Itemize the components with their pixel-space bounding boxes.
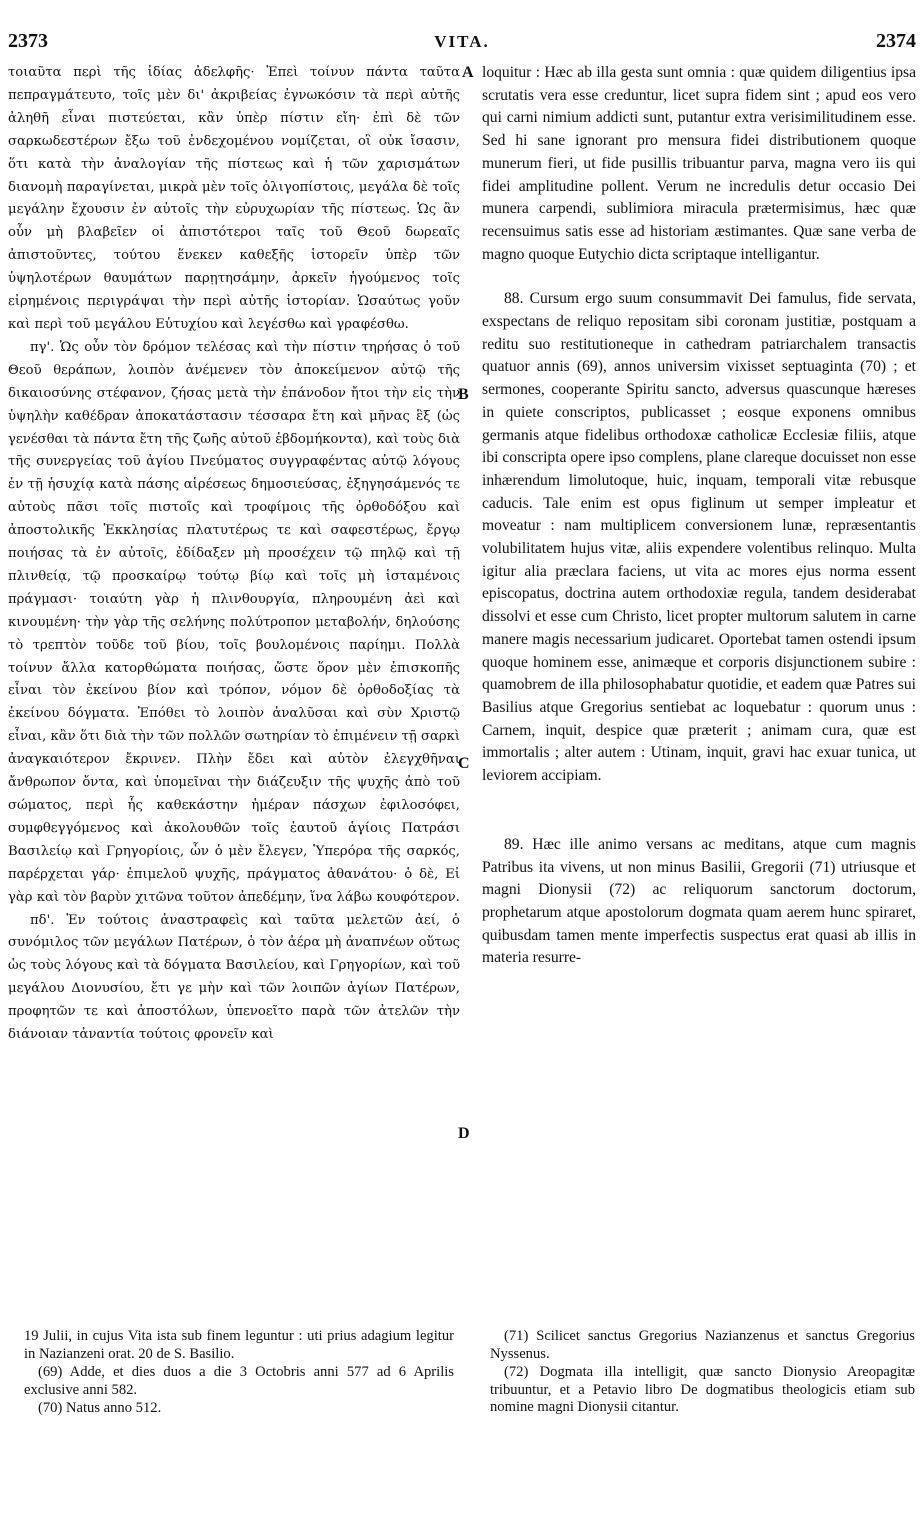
greek-column	[8, 62, 460, 1332]
running-title: VITA.	[434, 32, 490, 51]
margin-letter-c: C	[458, 755, 470, 772]
latin-paragraph-3: 89. Hæc ille animo versans ac meditans, atque cum magnis Patribus ita vivens, ut non minus Basilii, Gregorii (71) utriusque et magni Dionysii (72) ac reliquorum sanctorum doctorum, prophetarum atque apostolorum dogmata quam aerem hunc spiraret, quibusdam tamen mente imperfectis suspectus erat quasi ab illis in materia resurre-	[482, 835, 916, 967]
greek-paragraph-2: πγ'. Ὡς οὖν τὸν δρόμον τελέσας καὶ τὴν πίστιν τηρήσας ὁ τοῦ Θεοῦ θεράπων, λοιπὸν ἀνέμενεν τὸν ἀποκείμενον αὐτῷ τῆς δικαιοσύνης στέφανον, ζήσας μετὰ τὴν ἐπάνοδον ἤτοι τὴν εἰς τὴν ὑψηλὴν καθέδραν ἀποκατάστασιν τέσσαρα ἔτη καὶ μῆνας ἓξ (ὡς γενέσθαι τὰ πάντα ἔτη τῆς ζωῆς αὐτοῦ ἑβδομήκοντα), καὶ τοὺς διὰ τῆς συνεργείας τοῦ ἁγίου Πνεύματος συγγραφέντας αὐτῷ λόγους ἐν τῇ ἡσυχίᾳ κατὰ πάσης αἱρέσεως δημοσιεύσας, ἐξηγησάμενός τε αὐτοὺς πᾶσι τοῖς πιστοῖς καὶ τροφίμοις τῆς ὀρθοδόξου καὶ ἀποστολικῆς Ἐκκλησίας πλατυτέρως τε καὶ σαφεστέρως, ἔργῳ ποιήσας τὰ ἐν αὐτοῖς, ἐδίδαξεν μὴ προσέχειν τῷ πηλῷ καὶ τῇ πλινθείᾳ, τῷ προσκαίρῳ τούτῳ βίῳ καὶ τοῖς μὴ ἱσταμένοις πράγμασι· τοιαύτη γὰρ ἡ πλινθουργία, πληρουμένη ἀεὶ καὶ κινουμένη· τὴν γὰρ τῆς σελήνης πολύτροπον μεταβολήν, δηλούσης τὸ τρεπτὸν τοῦδε τοῦ βίου, τοῖς βουλομένοις παρίημι. Πολλὰ τοίνυν ἄλλα κατορθώματα ποιήσας, ὥστε ὅρον μὲν ἐπισκοπῆς εἶναι τὸν ἐκείνου βίον καὶ τρόπον, νόμον δὲ ὀρθοδοξίας τὰ ἐκείνου δόγματα. Ἐπόθει τὸ λοιπὸν ἀναλῦσαι καὶ σὺν Χριστῷ εἶναι, κἂν ὅτι διὰ τὴν τῶν πολλῶν σωτηρίαν τὸ ἐπιμένειν τῇ σαρκὶ ἀναγκαιότερον ἔκρινεν. Πλὴν ἔδει καὶ αὐτὸν ἐλεγχθῆναι ἄνθρωπον ὄντα, καὶ ὑπομεῖναι τὴν διάζευξιν τῆς ψυχῆς ἀπὸ τοῦ σώματος, περὶ ἧς καθεκάστην ἡμέραν πάσχων ἐφιλοσόφει, συμφθεγγόμενος καὶ ἀκολουθῶν τοῖς ἑαυτοῦ ἁγίοις Πατράσι Βασιλείῳ καὶ Γρηγορίοις, ὧν ὁ μὲν ἔλεγεν, Ὑπερόρα τῆς σαρκός, παρέρχεται γάρ· ἐπιμελοῦ ψυχῆς, πράγματος ἀθανάτου· ὁ δὲ, Εἰ γὰρ καὶ τὸν βαρὺν χιτῶνα τοῦτον ἀπεδέμην, ἵνα λάβω κουφότερον.	[8, 339, 460, 905]
margin-letter-d: D	[458, 1125, 470, 1142]
margin-letter-b: B	[458, 386, 469, 403]
footnote-69: (69) Adde, et dies duos a die 3 Octobris anni 577 ad 6 Aprilis exclusive anni 582.	[24, 1364, 454, 1398]
footnote-71: (71) Scilicet sanctus Gregorius Nazianzenus et sanctus Gregorius Nyssenus.	[490, 1328, 915, 1362]
footnote-72: (72) Dogmata illa intelligit, quæ sancto Dionysio Areopagitæ tribuuntur, et a Petavio libro De dogmatibus theologicis etiam sub nomine magni Dionysii citantur.	[490, 1364, 915, 1415]
left-page-number: 2373	[8, 30, 48, 52]
footnote-70: (70) Natus anno 512.	[38, 1400, 162, 1416]
latin-paragraph-2: 88. Cursum ergo suum consummavit Dei famulus, fide servata, exspectans de reliquo repositam sibi coronam justitiæ, postquam a reditu suo restitutioneque in cathedram patriarchalem transactis quatuor annis (69), annos universim vixisset septuaginta (70) ; et sermones, cooperante Spiritu sancto, adversus quascunque hæreses in quiete conscriptos, publicasset ; eosque exponens omnibus germanis atque fidelibus orthodoxæ catholicæ Ecclesiæ filiis, atque ibi conscripta opere ipso complens, plane clareque docuisset non esse inhærendum limolutoque, huic, inquam, temporali vitæ rebusque caducis. Tale enim est opus figlinum ut semper impleatur et moveatur : nam multiplicem conversionem lunæ, repræsentantis volubilitatem hujus vitæ, aliis expendere volentibus relinquo. Multa igitur alia præclara faciens, ut vita ac mores ejus norma essent episcopatus, doctrina autem orthodoxiæ regula, tandem desiderabat dissolvi et esse cum Christo, licet propter multorum salutem in carne manere magis necessarium judicaret. Oportebat tamen ostendi ipsum quoque hominem esse, animæque et corporis disjunctionem subire : quamobrem de illa philosophabatur quotidie, et eadem quæ Patres sui Basilius atque Gregorius sentiebat ac loquebatur : quorum unus : Carnem, inquit, despice quæ præterit ; animam cura, quæ est immortalis ; alter autem : Utinam, inquit, gravi hac exuar tunica, ut leviorem accipiam.	[482, 290, 916, 785]
margin-letter-a: A	[462, 64, 474, 81]
footnotes-left	[24, 1328, 454, 1419]
greek-paragraph-3: πδ'. Ἐν τούτοις ἀναστραφεὶς καὶ ταῦτα μελετῶν ἀεί, ὁ συνόμιλος τῶν μεγάλων Πατέρων, ὁ τὸν ἀέρα μὴ ἀναπνέων οὕτως ὡς τοὺς λόγους καὶ τὰ δόγματα Βασιλείου, καὶ Γρηγορίων, καὶ τοῦ μεγάλου Διονυσίου, ἔτι γε μὴν καὶ τῶν λοιπῶν ἁγίων Πατέρων, προφητῶν τε καὶ ἀποστόλων, ὑπενοεῖτο παρὰ τῶν ἀτελῶν τὴν διάνοιαν τἀναντία τούτοις φρονεῖν καὶ	[8, 912, 460, 1043]
footnote: 19 Julii, in cujus Vita ista sub finem leguntur : uti prius adagium legitur in Nazianzeni orat. 20 de S. Basilio.	[24, 1328, 454, 1362]
page-header	[8, 30, 916, 56]
footnotes-right	[490, 1328, 915, 1418]
latin-paragraph-1: loquitur : Hæc ab illa gesta sunt omnia : quæ quidem diligentius ipsa scrutatis vera esse creduntur, licet supra fidem sint ; apud eos vero qui carni nimium addicti sunt, putantur extra verisimilitudinem esse. Sed hi sane ignorant pro mensura fidei distributionem quoque munerum fieri, ut fide pusillis tribuantur parva, magna vero iis qui fidei amplitudine pollent. Verum ne incredulis detur occasio Dei munera carpendi, sublimiora miracula prætermisimus, hæc quæ recensuimus satis esse ad historiam æstimantes. Quæ sane verba de magno quoque Eutychio dicta scriptaque intelligantur.	[482, 64, 916, 263]
right-page-number: 2374	[876, 30, 916, 52]
greek-paragraph-1: τοιαῦτα περὶ τῆς ἰδίας ἀδελφῆς· Ἐπεὶ τοίνυν πάντα ταῦτα πεπραγμάτευτο, τοῖς μὲν δι' ἀκριβείας ἐγνωκόσιν τὰ περὶ αὐτῆς ἀληθῆ εἶναι πιστεύεται, κἂν ὑπὲρ πίστιν εἴη· ἐπὶ δὲ τῶν σαρκωδεστέρων ἔξω τοῦ ἐνδεχομένου νομίζεται, οἳ οὐκ ἴσασιν, ὅτι κατὰ τὴν ἀναλογίαν τῆς πίστεως καὶ ἡ τῶν χαρισμάτων διανομὴ παραγίνεται, μικρὰ μὲν τοῖς ὀλιγοπίστοις, μεγάλα δὲ τοῖς μεγάλην ἔχουσιν ἐν αὐτοῖς τὴν εὐρυχωρίαν τῆς πίστεως. Ὡς ἂν οὖν μὴ βλαβεῖεν οἱ ἀπιστότεροι ταῖς τοῦ Θεοῦ δωρεαῖς ἀπιστοῦντες, τούτου ἕνεκεν καθεξῆς ἱστορεῖν ὑπὲρ τῶν ὑψηλοτέρων θαυμάτων παρῃτησάμην, ἀρκεῖν ἡγούμενος τοῖς εἰρημένοις περιγράψαι τὴν περὶ αὐτῆς ἱστορίαν. Ὡσαύτως γοῦν καὶ περὶ τοῦ μεγάλου Εὐτυχίου καὶ λεγέσθω καὶ γραφέσθω.	[8, 65, 460, 332]
latin-column	[482, 62, 916, 1332]
